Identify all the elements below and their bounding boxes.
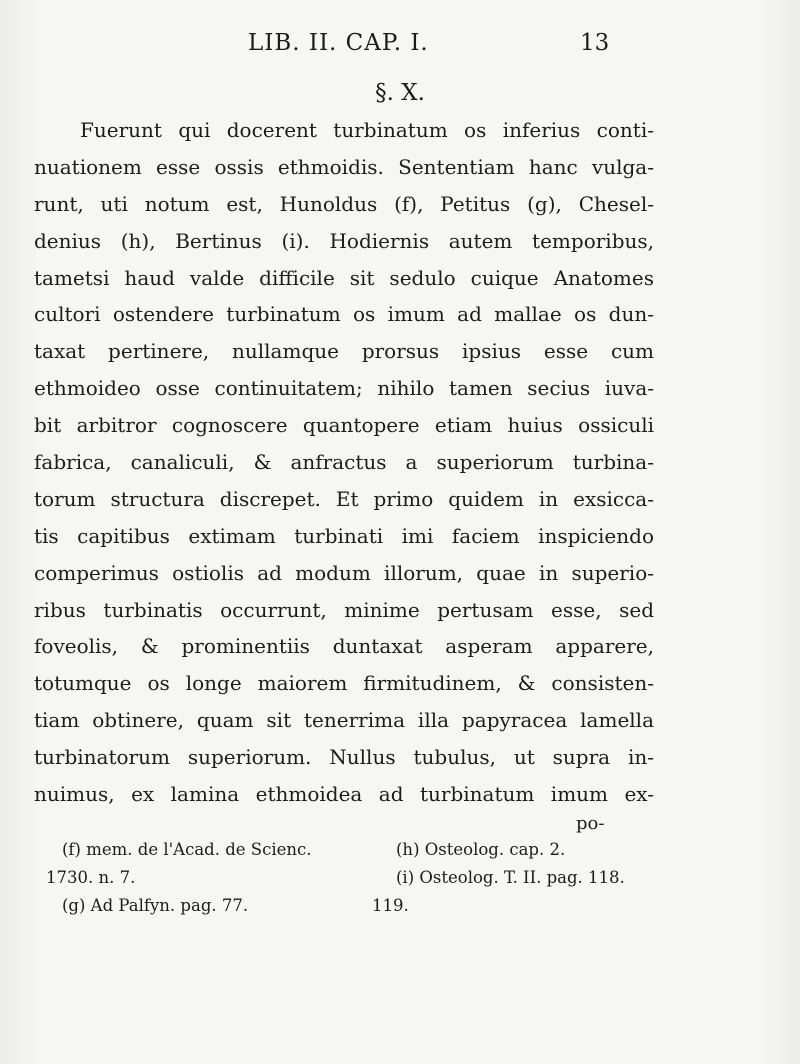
footnotes bbox=[42, 836, 682, 920]
text-line: totumque os longe maiorem firmitudinem, & consisten- bbox=[34, 671, 654, 696]
catchword: po- bbox=[576, 813, 605, 834]
text-line: cultori ostendere turbinatum os imum ad mallae os dun- bbox=[34, 302, 654, 327]
text-line: runt, uti notum est, Hunoldus (f), Petitus (g), Chesel- bbox=[34, 191, 654, 216]
footnote-row bbox=[42, 892, 682, 920]
text-line: turbinatorum superiorum. Nullus tubulus, ut supra in- bbox=[34, 745, 654, 770]
page-number: 13 bbox=[580, 30, 610, 56]
text-line: tametsi haud valde difficile sit sedulo cuique Anatomes bbox=[34, 265, 654, 290]
page-header bbox=[0, 30, 800, 64]
footnote-i-continued: 119. bbox=[372, 896, 409, 915]
body-text bbox=[34, 112, 654, 813]
text-line: denius (h), Bertinus (i). Hodiernis autem temporibus, bbox=[34, 228, 654, 253]
running-head: LIB. II. CAP. I. bbox=[248, 30, 429, 56]
text-line: tis capitibus extimam turbinati imi faciem inspiciendo bbox=[34, 523, 654, 548]
text-line: bit arbitror cognoscere quantopere etiam huius ossiculi bbox=[34, 413, 654, 438]
footnote-row bbox=[42, 864, 682, 892]
footnote-f-continued: 1730. n. 7. bbox=[46, 868, 136, 887]
text-line: Fuerunt qui docerent turbinatum os inferius conti- bbox=[80, 118, 654, 142]
text-line: taxat pertinere, nullamque prorsus ipsius esse cum bbox=[34, 339, 654, 364]
text-line: nuationem esse ossis ethmoidis. Sententiam hanc vulga- bbox=[34, 154, 654, 179]
text-line: fabrica, canaliculi, & anfractus a superiorum turbina- bbox=[34, 450, 654, 475]
footnote-g: (g) Ad Palfyn. pag. 77. bbox=[62, 896, 249, 915]
footnote-f: (f) mem. de l'Acad. de Scienc. bbox=[62, 840, 312, 859]
text-line: ethmoideo osse continuitatem; nihilo tamen secius iuva- bbox=[34, 376, 654, 401]
text-line: comperimus ostiolis ad modum illorum, quae in superio- bbox=[34, 560, 654, 585]
section-title: §. X. bbox=[375, 80, 425, 106]
text-line: ribus turbinatis occurrunt, minime pertusam esse, sed bbox=[34, 597, 654, 622]
footnote-row bbox=[42, 836, 682, 864]
text-line: foveolis, & prominentiis duntaxat asperam apparere, bbox=[34, 634, 654, 659]
text-line: tiam obtinere, quam sit tenerrima illa papyracea lamella bbox=[34, 708, 654, 733]
text-line: torum structura discrepet. Et primo quidem in exsicca- bbox=[34, 486, 654, 511]
text-line: nuimus, ex lamina ethmoidea ad turbinatum imum ex- bbox=[34, 782, 654, 807]
footnote-h: (h) Osteolog. cap. 2. bbox=[396, 840, 566, 859]
footnote-i: (i) Osteolog. T. II. pag. 118. bbox=[396, 868, 625, 887]
